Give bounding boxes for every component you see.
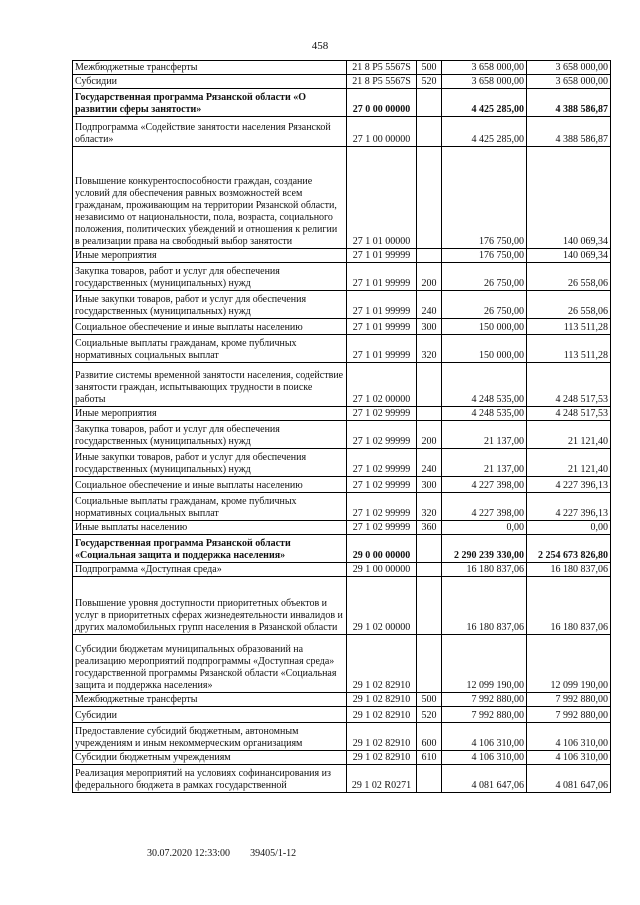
table-row: [73, 693, 611, 707]
amount-planned: 176 750,00: [442, 147, 527, 249]
target-article-code: 27 1 01 99999: [347, 249, 417, 263]
budget-item-name: Государственная программа Рязанской области «О развитии сферы занятости»: [73, 89, 347, 117]
budget-item-name: Развитие системы временной занятости населения, содействие занятости граждан, испытывающих трудности в поиске работы: [73, 363, 347, 407]
table-row: [73, 89, 611, 117]
amount-executed: 4 388 586,87: [527, 117, 611, 147]
expense-type-code: 360: [417, 521, 442, 535]
table-row: [73, 335, 611, 363]
expense-type-code: [417, 635, 442, 693]
amount-planned: 26 750,00: [442, 263, 527, 291]
budget-item-name: Иные выплаты населению: [73, 521, 347, 535]
expense-type-code: [417, 535, 442, 563]
amount-planned: 0,00: [442, 521, 527, 535]
table-row: [73, 521, 611, 535]
expense-type-code: [417, 249, 442, 263]
target-article-code: 27 1 02 99999: [347, 449, 417, 477]
target-article-code: 29 1 02 82910: [347, 707, 417, 723]
expense-type-code: [417, 147, 442, 249]
target-article-code: 27 0 00 00000: [347, 89, 417, 117]
amount-executed: 12 099 190,00: [527, 635, 611, 693]
table-row: [73, 535, 611, 563]
expense-type-code: 320: [417, 493, 442, 521]
table-row: [73, 117, 611, 147]
budget-item-name: Социальное обеспечение и иные выплаты населению: [73, 477, 347, 493]
budget-item-name: Закупка товаров, работ и услуг для обеспечения государственных (муниципальных) нужд: [73, 421, 347, 449]
expense-type-code: 240: [417, 291, 442, 319]
amount-planned: 4 425 285,00: [442, 117, 527, 147]
table-row: [73, 249, 611, 263]
table-row: [73, 635, 611, 693]
budget-item-name: Иные закупки товаров, работ и услуг для обеспечения государственных (муниципальных) нужд: [73, 449, 347, 477]
budget-item-name: Повышение конкурентоспособности граждан, создание условий для обеспечения равных возможностей всем гражданам, проживающим на территории Рязанской области, независимо от национальности, пола, возраста, социального положения, политических убеждений и отношения к религии в реализации права на свободный выбор занятости: [73, 147, 347, 249]
amount-executed: 16 180 837,06: [527, 563, 611, 577]
amount-executed: 4 106 310,00: [527, 751, 611, 765]
expense-type-code: 300: [417, 319, 442, 335]
amount-planned: 7 992 880,00: [442, 707, 527, 723]
amount-planned: 4 106 310,00: [442, 723, 527, 751]
budget-item-name: Подпрограмма «Содействие занятости населения Рязанской области»: [73, 117, 347, 147]
amount-planned: 26 750,00: [442, 291, 527, 319]
budget-item-name: Межбюджетные трансферты: [73, 693, 347, 707]
amount-planned: 3 658 000,00: [442, 61, 527, 75]
amount-executed: 16 180 837,06: [527, 577, 611, 635]
amount-executed: 4 106 310,00: [527, 723, 611, 751]
expense-type-code: [417, 407, 442, 421]
target-article-code: 27 1 01 99999: [347, 319, 417, 335]
amount-executed: 21 121,40: [527, 421, 611, 449]
expense-type-code: 200: [417, 263, 442, 291]
table-row: [73, 577, 611, 635]
table-row: [73, 707, 611, 723]
target-article-code: 29 1 02 82910: [347, 751, 417, 765]
target-article-code: 29 0 00 00000: [347, 535, 417, 563]
amount-executed: 113 511,28: [527, 335, 611, 363]
budget-item-name: Иные мероприятия: [73, 249, 347, 263]
target-article-code: 27 1 01 99999: [347, 291, 417, 319]
budget-item-name: Субсидии: [73, 707, 347, 723]
expense-type-code: 500: [417, 61, 442, 75]
amount-planned: 16 180 837,06: [442, 577, 527, 635]
amount-executed: 2 254 673 826,80: [527, 535, 611, 563]
table-row: [73, 263, 611, 291]
budget-table: [72, 60, 611, 793]
page-number: 458: [311, 40, 329, 52]
footer-doc-code: 39405/1-12: [250, 848, 297, 859]
target-article-code: 27 1 02 99999: [347, 407, 417, 421]
target-article-code: 27 1 02 99999: [347, 421, 417, 449]
amount-planned: 176 750,00: [442, 249, 527, 263]
amount-executed: 0,00: [527, 521, 611, 535]
budget-item-name: Повышение уровня доступности приоритетных объектов и услуг в приоритетных сферах жизнедеятельности инвалидов и других маломобильных групп населения в Рязанской области: [73, 577, 347, 635]
target-article-code: 29 1 02 82910: [347, 693, 417, 707]
budget-item-name: Иные мероприятия: [73, 407, 347, 421]
target-article-code: 21 8 P5 5567S: [347, 75, 417, 89]
table-row: [73, 61, 611, 75]
amount-executed: 140 069,34: [527, 147, 611, 249]
amount-executed: 21 121,40: [527, 449, 611, 477]
expense-type-code: 610: [417, 751, 442, 765]
table-row: [73, 407, 611, 421]
target-article-code: 29 1 02 82910: [347, 635, 417, 693]
expense-type-code: [417, 563, 442, 577]
amount-planned: 150 000,00: [442, 335, 527, 363]
target-article-code: 27 1 02 00000: [347, 363, 417, 407]
budget-item-name: Иные закупки товаров, работ и услуг для обеспечения государственных (муниципальных) нужд: [73, 291, 347, 319]
expense-type-code: 200: [417, 421, 442, 449]
target-article-code: 27 1 02 99999: [347, 493, 417, 521]
amount-executed: 140 069,34: [527, 249, 611, 263]
amount-planned: 3 658 000,00: [442, 75, 527, 89]
amount-executed: 7 992 880,00: [527, 693, 611, 707]
amount-executed: 3 658 000,00: [527, 75, 611, 89]
document-footer: [147, 848, 296, 859]
target-article-code: 27 1 02 99999: [347, 477, 417, 493]
table-row: [73, 765, 611, 793]
target-article-code: 29 1 00 00000: [347, 563, 417, 577]
amount-planned: 150 000,00: [442, 319, 527, 335]
target-article-code: 27 1 01 99999: [347, 335, 417, 363]
expense-type-code: 300: [417, 477, 442, 493]
amount-executed: 26 558,06: [527, 291, 611, 319]
table-row: [73, 75, 611, 89]
amount-executed: 4 248 517,53: [527, 407, 611, 421]
target-article-code: 27 1 01 99999: [347, 263, 417, 291]
table-row: [73, 291, 611, 319]
budget-item-name: Субсидии: [73, 75, 347, 89]
amount-planned: 4 248 535,00: [442, 407, 527, 421]
amount-executed: 3 658 000,00: [527, 61, 611, 75]
expense-type-code: [417, 117, 442, 147]
expense-type-code: 520: [417, 75, 442, 89]
budget-item-name: Субсидии бюджетам муниципальных образований на реализацию мероприятий подпрограммы «Доступная среда» государственной программы Рязанской области «Социальная защита и поддержка населения»: [73, 635, 347, 693]
amount-planned: 4 081 647,06: [442, 765, 527, 793]
table-row: [73, 751, 611, 765]
expense-type-code: 240: [417, 449, 442, 477]
amount-executed: 113 511,28: [527, 319, 611, 335]
expense-type-code: 320: [417, 335, 442, 363]
budget-item-name: Социальные выплаты гражданам, кроме публичных нормативных социальных выплат: [73, 335, 347, 363]
target-article-code: 29 1 02 00000: [347, 577, 417, 635]
target-article-code: 27 1 01 00000: [347, 147, 417, 249]
target-article-code: 21 8 P5 5567S: [347, 61, 417, 75]
budget-item-name: Субсидии бюджетным учреждениям: [73, 751, 347, 765]
table-row: [73, 493, 611, 521]
target-article-code: 27 1 02 99999: [347, 521, 417, 535]
amount-planned: 12 099 190,00: [442, 635, 527, 693]
amount-planned: 4 248 535,00: [442, 363, 527, 407]
budget-item-name: Государственная программа Рязанской области «Социальная защита и поддержка населения»: [73, 535, 347, 563]
expense-type-code: 520: [417, 707, 442, 723]
budget-item-name: Социальные выплаты гражданам, кроме публичных нормативных социальных выплат: [73, 493, 347, 521]
amount-executed: 4 227 396,13: [527, 477, 611, 493]
expense-type-code: [417, 363, 442, 407]
amount-executed: 4 248 517,53: [527, 363, 611, 407]
amount-planned: 4 106 310,00: [442, 751, 527, 765]
amount-executed: 4 388 586,87: [527, 89, 611, 117]
budget-item-name: Подпрограмма «Доступная среда»: [73, 563, 347, 577]
table-row: [73, 477, 611, 493]
amount-executed: 4 227 396,13: [527, 493, 611, 521]
expense-type-code: 600: [417, 723, 442, 751]
budget-item-name: Социальное обеспечение и иные выплаты населению: [73, 319, 347, 335]
amount-planned: 4 227 398,00: [442, 493, 527, 521]
amount-planned: 16 180 837,06: [442, 563, 527, 577]
table-row: [73, 421, 611, 449]
amount-executed: 7 992 880,00: [527, 707, 611, 723]
table-row: [73, 723, 611, 751]
budget-item-name: Межбюджетные трансферты: [73, 61, 347, 75]
expense-type-code: [417, 577, 442, 635]
budget-item-name: Закупка товаров, работ и услуг для обеспечения государственных (муниципальных) нужд: [73, 263, 347, 291]
amount-planned: 21 137,00: [442, 449, 527, 477]
amount-planned: 4 425 285,00: [442, 89, 527, 117]
budget-table-body: [73, 61, 611, 793]
table-row: [73, 449, 611, 477]
budget-item-name: Реализация мероприятий на условиях софинансирования из федерального бюджета в рамках государственной: [73, 765, 347, 793]
target-article-code: 27 1 00 00000: [347, 117, 417, 147]
amount-planned: 2 290 239 330,00: [442, 535, 527, 563]
amount-executed: 26 558,06: [527, 263, 611, 291]
target-article-code: 29 1 02 82910: [347, 723, 417, 751]
footer-timestamp: 30.07.2020 12:33:00: [147, 848, 231, 859]
budget-item-name: Предоставление субсидий бюджетным, автономным учреждениям и иным некоммерческим организациям: [73, 723, 347, 751]
table-row: [73, 147, 611, 249]
target-article-code: 29 1 02 R0271: [347, 765, 417, 793]
table-row: [73, 319, 611, 335]
table-row: [73, 363, 611, 407]
amount-executed: 4 081 647,06: [527, 765, 611, 793]
expense-type-code: [417, 765, 442, 793]
expense-type-code: 500: [417, 693, 442, 707]
table-row: [73, 563, 611, 577]
expense-type-code: [417, 89, 442, 117]
amount-planned: 7 992 880,00: [442, 693, 527, 707]
amount-planned: 4 227 398,00: [442, 477, 527, 493]
amount-planned: 21 137,00: [442, 421, 527, 449]
